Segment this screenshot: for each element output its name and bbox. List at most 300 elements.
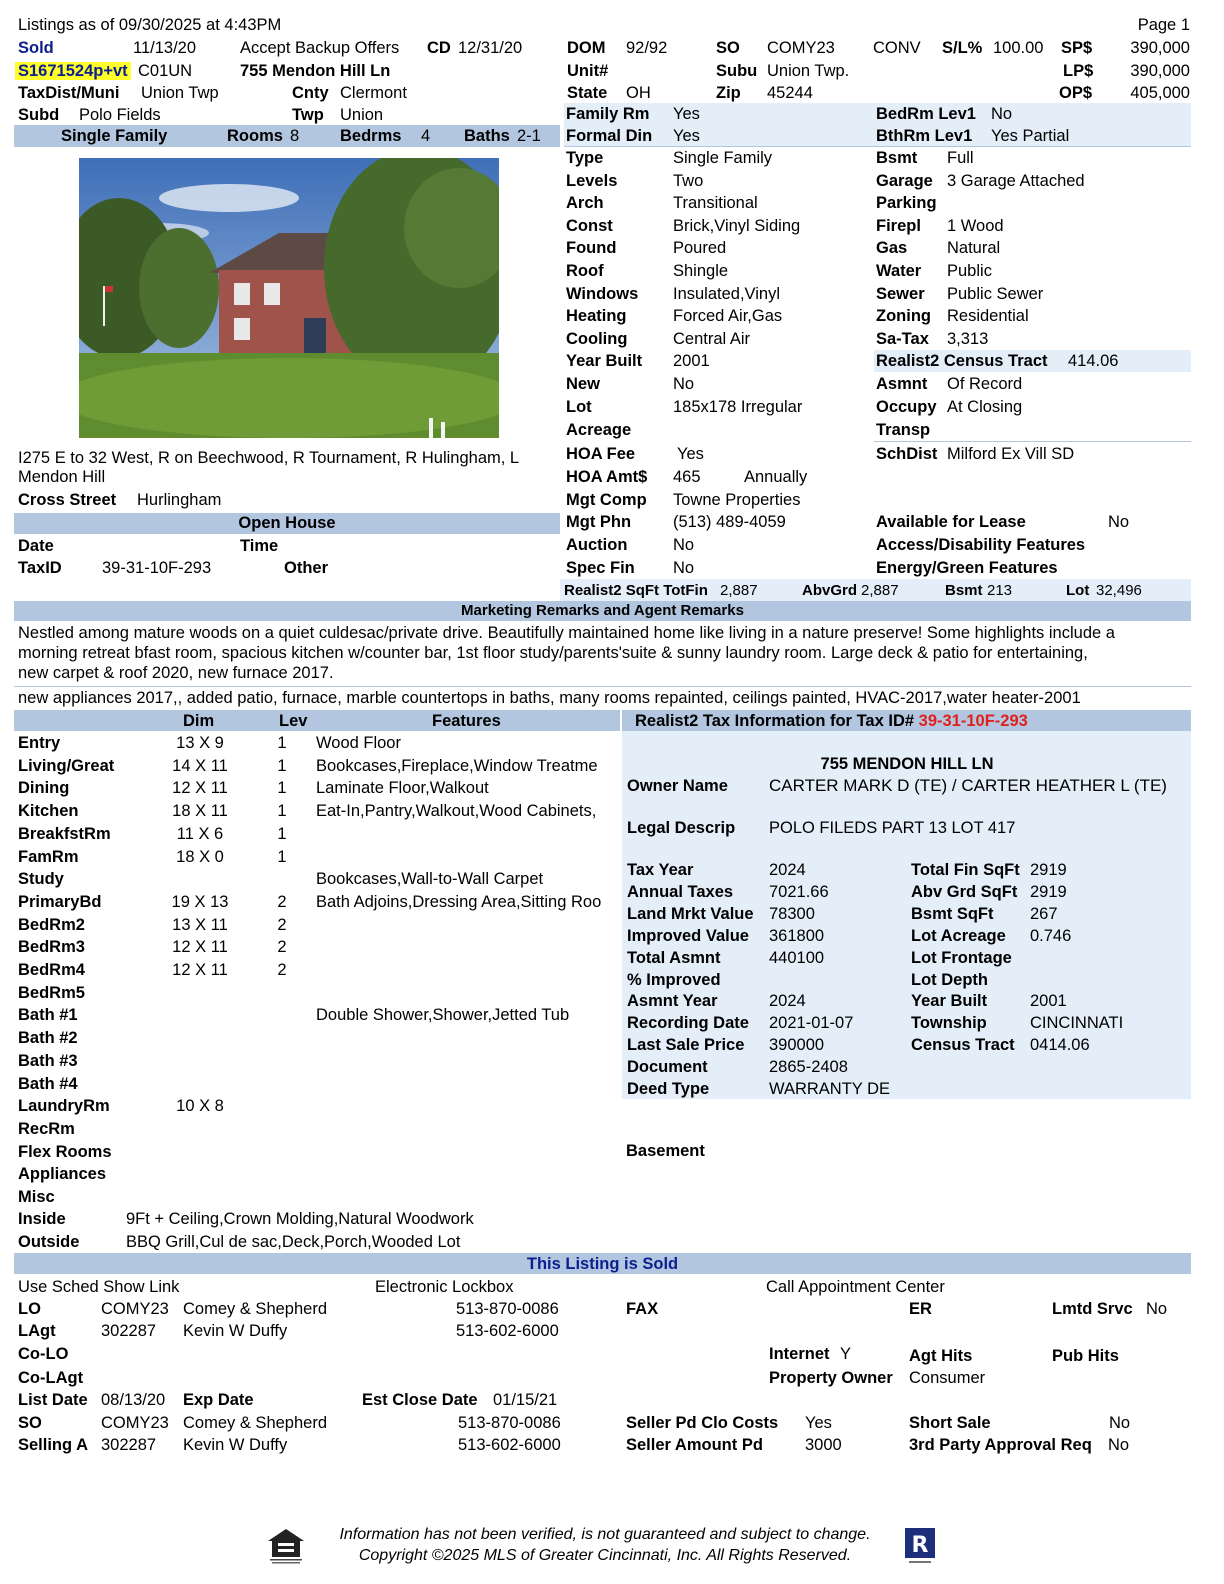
tax-address: 755 MENDON HILL LN xyxy=(820,755,994,773)
room-name: Study xyxy=(18,870,64,888)
detail-label: Occupy xyxy=(876,398,937,416)
lease-label: Available for Lease xyxy=(876,513,1026,531)
room-dim: 12 X 11 xyxy=(172,961,228,979)
zip-label: Zip xyxy=(716,84,741,102)
room-name: LaundryRm xyxy=(18,1097,110,1115)
room-name: Bath #4 xyxy=(18,1075,78,1093)
detail-value: Yes Partial xyxy=(991,127,1070,145)
detail-label: Family Rm xyxy=(566,105,650,123)
taxdist-label: TaxDist/Muni xyxy=(18,84,120,102)
basement-label: Basement xyxy=(626,1142,705,1160)
twp-value: Union xyxy=(340,106,384,124)
taxdist-value: Union Twp xyxy=(141,84,219,102)
status: Sold xyxy=(18,39,54,57)
owner-name: CARTER MARK D (TE) / CARTER HEATHER L (TE) xyxy=(769,776,1167,795)
room-dim: 12 X 11 xyxy=(172,779,228,797)
copyright: Copyright ©2025 MLS of Greater Cincinnati, Inc. All Rights Reserved. xyxy=(358,1547,852,1564)
tax-field-value: 361800 xyxy=(769,927,825,945)
so-id: COMY23 xyxy=(101,1414,169,1432)
so-value-top: COMY23 xyxy=(767,39,835,57)
so-phone: 513-870-0086 xyxy=(458,1414,561,1432)
tax-field-value: 2021-01-07 xyxy=(769,1014,854,1032)
detail-label: Bsmt xyxy=(876,149,918,167)
room-dim: 11 X 6 xyxy=(176,825,224,843)
cnty-label: Cnty xyxy=(292,84,329,102)
detail-value: Forced Air,Gas xyxy=(673,307,783,325)
tax-field-value: 2919 xyxy=(1030,883,1067,901)
tax-field-value: 2865-2408 xyxy=(769,1058,848,1076)
room-lev: 2 xyxy=(277,916,287,934)
room-name: BedRm2 xyxy=(18,916,85,934)
detail-label: Heating xyxy=(566,307,627,325)
colo-label: Co-LO xyxy=(18,1345,69,1363)
mgt-comp: Towne Properties xyxy=(673,491,801,509)
detail-value: Of Record xyxy=(947,375,1023,393)
room-name: BedRm5 xyxy=(18,984,85,1002)
outside-label: Outside xyxy=(18,1233,80,1251)
detail-value: Shingle xyxy=(673,262,729,280)
hoa-fee: Yes xyxy=(677,445,704,463)
so-name: Comey & Shepherd xyxy=(183,1414,327,1432)
remarks-line1: Nestled among mature woods on a quiet culdesac/private drive. Beautifully maintained home like living in a nature preserve! Some highlights include a xyxy=(18,624,1115,642)
tax-field-label: Improved Value xyxy=(627,927,749,945)
taxid-label: TaxID xyxy=(18,559,62,577)
auction-label: Auction xyxy=(566,536,628,554)
lease-value: No xyxy=(1108,513,1130,531)
room-features: Laminate Floor,Walkout xyxy=(316,779,489,797)
lagt-label: LAgt xyxy=(18,1322,56,1340)
status-note: Accept Backup Offers xyxy=(240,39,400,57)
room-dim: 18 X 11 xyxy=(172,802,228,820)
status-date: 11/13/20 xyxy=(133,39,197,57)
room-name: Living/Great xyxy=(18,757,115,775)
lmtd-value: No xyxy=(1146,1300,1168,1318)
detail-label: Asmnt xyxy=(876,375,928,393)
detail-value: Full xyxy=(947,149,974,167)
detail-value: Yes xyxy=(673,127,700,145)
detail-value: Insulated,Vinyl xyxy=(673,285,781,303)
detail-value: Single Family xyxy=(673,149,773,167)
subu-value: Union Twp. xyxy=(767,62,850,80)
detail-value: Public Sewer xyxy=(947,285,1044,303)
auction: No xyxy=(673,536,695,554)
room-lev: 1 xyxy=(277,734,287,752)
room-lev: 1 xyxy=(277,779,287,797)
listdate-label: List Date xyxy=(18,1391,88,1409)
tax-field-value: 78300 xyxy=(769,905,815,923)
tax-field-value: 0414.06 xyxy=(1030,1036,1090,1054)
tax-field-label: Census Tract xyxy=(911,1036,1015,1054)
room-name: Flex Rooms xyxy=(18,1143,112,1161)
subd-value: Polo Fields xyxy=(79,106,161,124)
room-dim: 19 X 13 xyxy=(171,893,229,911)
tax-field-value: 0.746 xyxy=(1030,927,1072,945)
detail-label: Roof xyxy=(566,262,604,280)
detail-label: Windows xyxy=(566,285,639,303)
tax-field-label: Total Fin SqFt xyxy=(911,861,1020,879)
tax-field-label: Land Mrkt Value xyxy=(627,905,754,923)
tax-field-label: Tax Year xyxy=(627,861,694,879)
lagt-name: Kevin W Duffy xyxy=(183,1322,288,1340)
tax-field-label: Deed Type xyxy=(627,1080,710,1098)
detail-value: 3 Garage Attached xyxy=(947,172,1085,190)
tax-field-value: 2919 xyxy=(1030,861,1067,879)
legal-descrip: POLO FILEDS PART 13 LOT 417 xyxy=(769,819,1016,837)
exp-label: Exp Date xyxy=(183,1391,254,1409)
room-lev: 2 xyxy=(277,938,287,956)
bedrms-count: 4 xyxy=(421,127,431,145)
colagt-label: Co-LAgt xyxy=(18,1369,84,1387)
hoa-amt-label: HOA Amt$ xyxy=(566,468,648,486)
zip-value: 45244 xyxy=(767,84,813,102)
tax-field-value: CINCINNATI xyxy=(1030,1014,1124,1032)
pubhits-label: Pub Hits xyxy=(1052,1347,1119,1365)
room-features: Double Shower,Shower,Jetted Tub xyxy=(316,1006,570,1024)
listdate-value: 08/13/20 xyxy=(101,1391,166,1409)
so-label-top: SO xyxy=(716,39,740,57)
cross-street: Hurlingham xyxy=(137,491,222,509)
detail-value: Yes xyxy=(673,105,700,123)
detail-label: Realist2 Census Tract xyxy=(876,352,1048,370)
detail-label: Sewer xyxy=(876,285,925,303)
equal-housing-icon xyxy=(266,1527,306,1565)
mgt-phn-label: Mgt Phn xyxy=(566,513,632,531)
schdist-label: SchDist xyxy=(876,445,938,463)
financing: CONV xyxy=(873,39,921,57)
room-features: Bookcases,Fireplace,Window Treatme xyxy=(316,757,598,775)
fax-label: FAX xyxy=(626,1300,659,1318)
estclose-value: 01/15/21 xyxy=(493,1391,558,1409)
rooms-label: Rooms xyxy=(227,127,283,145)
detail-value: Transitional xyxy=(673,194,758,212)
cd-label: CD xyxy=(427,39,451,57)
detail-label: Year Built xyxy=(566,352,643,370)
detail-value: 3,313 xyxy=(947,330,989,348)
unit-label: Unit# xyxy=(567,62,609,80)
room-lev: 1 xyxy=(277,825,287,843)
specfin: No xyxy=(673,559,695,577)
detail-label: Zoning xyxy=(876,307,931,325)
room-name: PrimaryBd xyxy=(18,893,102,911)
tax-field-value: 2024 xyxy=(769,992,806,1010)
detail-label: New xyxy=(566,375,600,393)
op-value: 405,000 xyxy=(1130,84,1190,102)
room-name: Appliances xyxy=(18,1165,107,1183)
room-dim: 14 X 11 xyxy=(172,757,228,775)
tax-field-label: Total Asmnt xyxy=(627,949,721,967)
sl-label: S/L% xyxy=(942,39,983,57)
dom-value: 92/92 xyxy=(626,39,668,57)
abvgrd-label: AbvGrd xyxy=(802,582,858,599)
detail-label: Cooling xyxy=(566,330,628,348)
detail-value: Brick,Vinyl Siding xyxy=(673,217,801,235)
cnty-value: Clermont xyxy=(340,84,407,102)
agthits-label: Agt Hits xyxy=(909,1347,973,1365)
tax-field-label: Annual Taxes xyxy=(627,883,734,901)
room-features: Bookcases,Wall-to-Wall Carpet xyxy=(316,870,544,888)
propowner-label: Property Owner xyxy=(769,1369,893,1387)
sa-id: 302287 xyxy=(101,1436,157,1454)
detail-value: Two xyxy=(673,172,704,190)
propowner-value: Consumer xyxy=(909,1369,986,1387)
tax-field-label: Lot Frontage xyxy=(911,949,1012,967)
state-value: OH xyxy=(626,84,651,102)
shortsale-label: Short Sale xyxy=(909,1414,991,1432)
area-code: C01UN xyxy=(138,62,193,80)
address: 755 Mendon Hill Ln xyxy=(240,62,391,80)
tax-field-label: Bsmt SqFt xyxy=(911,905,994,923)
room-features: Bath Adjoins,Dressing Area,Sitting Roo xyxy=(316,893,602,911)
tax-field-label: Document xyxy=(627,1058,708,1076)
cross-street-label: Cross Street xyxy=(18,491,117,509)
detail-value: No xyxy=(991,105,1013,123)
detail-value: 1 Wood xyxy=(947,217,1004,235)
detail-label: Found xyxy=(566,239,617,257)
rooms-lev-header: Lev xyxy=(279,712,308,730)
tax-field-value: 7021.66 xyxy=(769,883,829,901)
room-features: Eat-In,Pantry,Walkout,Wood Cabinets, xyxy=(316,802,597,820)
detail-value: No xyxy=(673,375,695,393)
room-name: BedRm3 xyxy=(18,938,85,956)
baths-count: 2-1 xyxy=(517,127,541,145)
openhouse-date-label: Date xyxy=(18,537,54,555)
subu-label: Subu xyxy=(716,62,758,80)
lp-label: LP$ xyxy=(1063,62,1094,80)
detail-value: Poured xyxy=(673,239,727,257)
tax-field-value: 2001 xyxy=(1030,992,1067,1010)
detail-label: Type xyxy=(566,149,604,167)
lot-sqft-label: Lot xyxy=(1066,582,1090,599)
bsmt-sqft: 213 xyxy=(987,582,1013,599)
room-dim: 12 X 11 xyxy=(172,938,228,956)
tax-field-value: 440100 xyxy=(769,949,825,967)
lp-value: 390,000 xyxy=(1130,62,1190,80)
tax-field-label: Abv Grd SqFt xyxy=(911,883,1018,901)
remarks-line3: new carpet & roof 2020, new furnace 2017. xyxy=(18,664,334,682)
realtor-icon xyxy=(903,1526,937,1566)
room-lev: 1 xyxy=(277,848,287,866)
lmtd-label: Lmtd Srvc xyxy=(1052,1300,1133,1318)
detail-value: 185x178 Irregular xyxy=(673,398,803,416)
tax-field-label: Last Sale Price xyxy=(627,1036,745,1054)
tax-field-label: Year Built xyxy=(911,992,988,1010)
tax-field-label: Asmnt Year xyxy=(627,992,718,1010)
bedrms-label: Bedrms xyxy=(340,127,402,145)
detail-label: Garage xyxy=(876,172,933,190)
selleramt-value: 3000 xyxy=(805,1436,842,1454)
legal-label: Legal Descrip xyxy=(627,819,736,837)
access-label: Access/Disability Features xyxy=(876,536,1086,554)
mgt-comp-label: Mgt Comp xyxy=(566,491,647,509)
listings-as-of: Listings as of 09/30/2025 at 4:43PM xyxy=(18,16,282,34)
directions-line2: Mendon Hill xyxy=(18,468,106,486)
rooms-count: 8 xyxy=(290,127,300,145)
room-name: Dining xyxy=(18,779,70,797)
specfin-label: Spec Fin xyxy=(566,559,635,577)
tax-field-value: 390000 xyxy=(769,1036,825,1054)
detail-label: Lot xyxy=(566,398,592,416)
detail-value: Central Air xyxy=(673,330,751,348)
detail-label: Sa-Tax xyxy=(876,330,929,348)
shortsale-value: No xyxy=(1109,1414,1131,1432)
op-label: OP$ xyxy=(1059,84,1093,102)
tax-title: Realist2 Tax Information for Tax ID# 39-31-10F-293 xyxy=(635,712,1028,730)
mgt-phn: (513) 489-4059 xyxy=(673,513,786,531)
room-name: Bath #1 xyxy=(18,1006,78,1024)
room-features: Wood Floor xyxy=(316,734,401,752)
tax-field-label: Lot Acreage xyxy=(911,927,1006,945)
totfin-label: Realist2 SqFt TotFin xyxy=(564,582,708,599)
dom-label: DOM xyxy=(567,39,606,57)
room-lev: 1 xyxy=(277,802,287,820)
room-name: BedRm4 xyxy=(18,961,85,979)
rooms-header-band xyxy=(14,710,620,731)
remarks-line2: morning retreat bfast room, spacious kitchen w/counter bar, 1st floor study/parents'suite & sunny laundry room. Large deck & patio for entertaining, xyxy=(18,644,1088,662)
detail-label: Gas xyxy=(876,239,908,257)
detail-label: Firepl xyxy=(876,217,921,235)
detail-label: Water xyxy=(876,262,922,280)
detail-label: Arch xyxy=(566,194,604,212)
twp-label: Twp xyxy=(292,106,324,124)
detail-label: Acreage xyxy=(566,421,632,439)
state-label: State xyxy=(567,84,608,102)
lo-label: LO xyxy=(18,1300,41,1318)
hoa-freq: Annually xyxy=(744,468,808,486)
sa-label: Selling A xyxy=(18,1436,88,1454)
room-lev: 2 xyxy=(277,893,287,911)
sl-value: 100.00 xyxy=(993,39,1044,57)
detail-label: Levels xyxy=(566,172,618,190)
tax-field-value: WARRANTY DE xyxy=(769,1080,891,1098)
hoa-amt: 465 xyxy=(673,468,701,486)
details-rule xyxy=(564,146,1191,147)
tax-field-label: Lot Depth xyxy=(911,971,988,989)
estclose-label: Est Close Date xyxy=(362,1391,478,1409)
lo-phone: 513-870-0086 xyxy=(456,1300,559,1318)
detail-label: Parking xyxy=(876,194,937,212)
hoa-fee-label: HOA Fee xyxy=(566,445,636,463)
detail-value: Residential xyxy=(947,307,1029,325)
inside-label: Inside xyxy=(18,1210,66,1228)
inside-value: 9Ft + Ceiling,Crown Molding,Natural Woodwork xyxy=(126,1210,474,1228)
lo-id: COMY23 xyxy=(101,1300,169,1318)
detail-label: BedRm Lev1 xyxy=(876,105,976,123)
outside-value: BBQ Grill,Cul de sac,Deck,Porch,Wooded Lot xyxy=(126,1233,461,1251)
sp-label: SP$ xyxy=(1061,39,1093,57)
rooms-features-header: Features xyxy=(432,712,501,730)
disclaimer: Information has not been verified, is not guaranteed and subject to change. xyxy=(339,1526,871,1543)
totfin: 2,887 xyxy=(720,582,758,599)
agent-remarks: new appliances 2017,, added patio, furnace, marble countertops in baths, many rooms repainted, ceilings painted, HVAC-2017,water heater-2001 xyxy=(18,689,1081,707)
directions-line1: I275 E to 32 West, R on Beechwood, R Tournament, R Hulingham, L xyxy=(18,449,520,467)
property-photo[interactable] xyxy=(79,158,499,438)
tax-field-label: Recording Date xyxy=(627,1014,749,1032)
owner-label: Owner Name xyxy=(627,777,728,795)
er-label: ER xyxy=(909,1300,932,1318)
detail-label: BthRm Lev1 xyxy=(876,127,973,145)
tax-field-label: % Improved xyxy=(627,971,721,989)
abvgrd: 2,887 xyxy=(861,582,899,599)
room-name: FamRm xyxy=(18,848,79,866)
detail-label: Transp xyxy=(876,421,931,439)
mls-id: S1671524p+vt xyxy=(15,62,131,80)
lo-name: Comey & Shepherd xyxy=(183,1300,327,1318)
internet-value: Y xyxy=(840,1345,852,1363)
room-name: Bath #3 xyxy=(18,1052,78,1070)
subd-label: Subd xyxy=(18,106,60,124)
page-number: Page 1 xyxy=(1137,16,1190,34)
lagt-id: 302287 xyxy=(101,1322,157,1340)
room-dim: 10 X 8 xyxy=(176,1097,224,1115)
thirdparty-value: No xyxy=(1108,1436,1130,1454)
bsmt-sqft-label: Bsmt xyxy=(945,582,983,599)
lockbox: Electronic Lockbox xyxy=(375,1278,514,1296)
internet-label: Internet xyxy=(769,1345,830,1363)
thirdparty-label: 3rd Party Approval Req xyxy=(909,1436,1092,1454)
detail-label: Formal Din xyxy=(566,127,653,145)
transp-rule xyxy=(874,441,1191,442)
show-link[interactable]: Use Sched Show Link xyxy=(18,1278,180,1296)
schdist: Milford Ex Vill SD xyxy=(947,445,1075,463)
room-dim: 13 X 11 xyxy=(172,916,228,934)
sellerpd-label: Seller Pd Clo Costs xyxy=(626,1414,779,1432)
cd-value: 12/31/20 xyxy=(458,39,523,57)
detail-value: At Closing xyxy=(947,398,1023,416)
selleramt-label: Seller Amount Pd xyxy=(626,1436,763,1454)
openhouse-title: Open House xyxy=(238,514,336,532)
appointment: Call Appointment Center xyxy=(766,1278,945,1296)
room-dim: 18 X 0 xyxy=(176,848,224,866)
svg-text:R: R xyxy=(911,1533,929,1558)
remarks-title: Marketing Remarks and Agent Remarks xyxy=(461,602,744,619)
sellerpd-value: Yes xyxy=(805,1414,832,1432)
room-dim: 13 X 9 xyxy=(176,734,224,752)
room-name: RecRm xyxy=(18,1120,75,1138)
room-name: Kitchen xyxy=(18,802,79,820)
sold-banner: This Listing is Sold xyxy=(526,1255,679,1273)
room-name: Entry xyxy=(18,734,61,752)
sa-name: Kevin W Duffy xyxy=(183,1436,288,1454)
baths-label: Baths xyxy=(464,127,510,145)
detail-value: 414.06 xyxy=(1068,352,1119,370)
tax-field-label: Township xyxy=(911,1014,987,1032)
room-name: BreakfstRm xyxy=(18,825,111,843)
room-lev: 2 xyxy=(277,961,287,979)
room-name: Bath #2 xyxy=(18,1029,78,1047)
taxid-value: 39-31-10F-293 xyxy=(102,559,212,577)
lot-sqft: 32,496 xyxy=(1096,582,1142,599)
lagt-phone: 513-602-6000 xyxy=(456,1322,559,1340)
detail-value: Public xyxy=(947,262,992,280)
rooms-dim-header: Dim xyxy=(183,712,215,730)
room-lev: 1 xyxy=(277,757,287,775)
other-label: Other xyxy=(284,559,329,577)
tax-id-link[interactable]: 39-31-10F-293 xyxy=(918,712,1028,730)
tax-field-value: 267 xyxy=(1030,905,1058,923)
openhouse-time-label: Time xyxy=(240,537,279,555)
energy-label: Energy/Green Features xyxy=(876,559,1058,577)
room-name: Misc xyxy=(18,1188,55,1206)
detail-label: Const xyxy=(566,217,613,235)
detail-value: Natural xyxy=(947,239,1001,257)
property-type: Single Family xyxy=(61,127,168,145)
so-label: SO xyxy=(18,1414,42,1432)
tax-field-value: 2024 xyxy=(769,861,806,879)
sp-value: 390,000 xyxy=(1130,39,1190,57)
detail-value: 2001 xyxy=(673,352,710,370)
sa-phone: 513-602-6000 xyxy=(458,1436,561,1454)
remarks-rule xyxy=(14,686,1191,687)
